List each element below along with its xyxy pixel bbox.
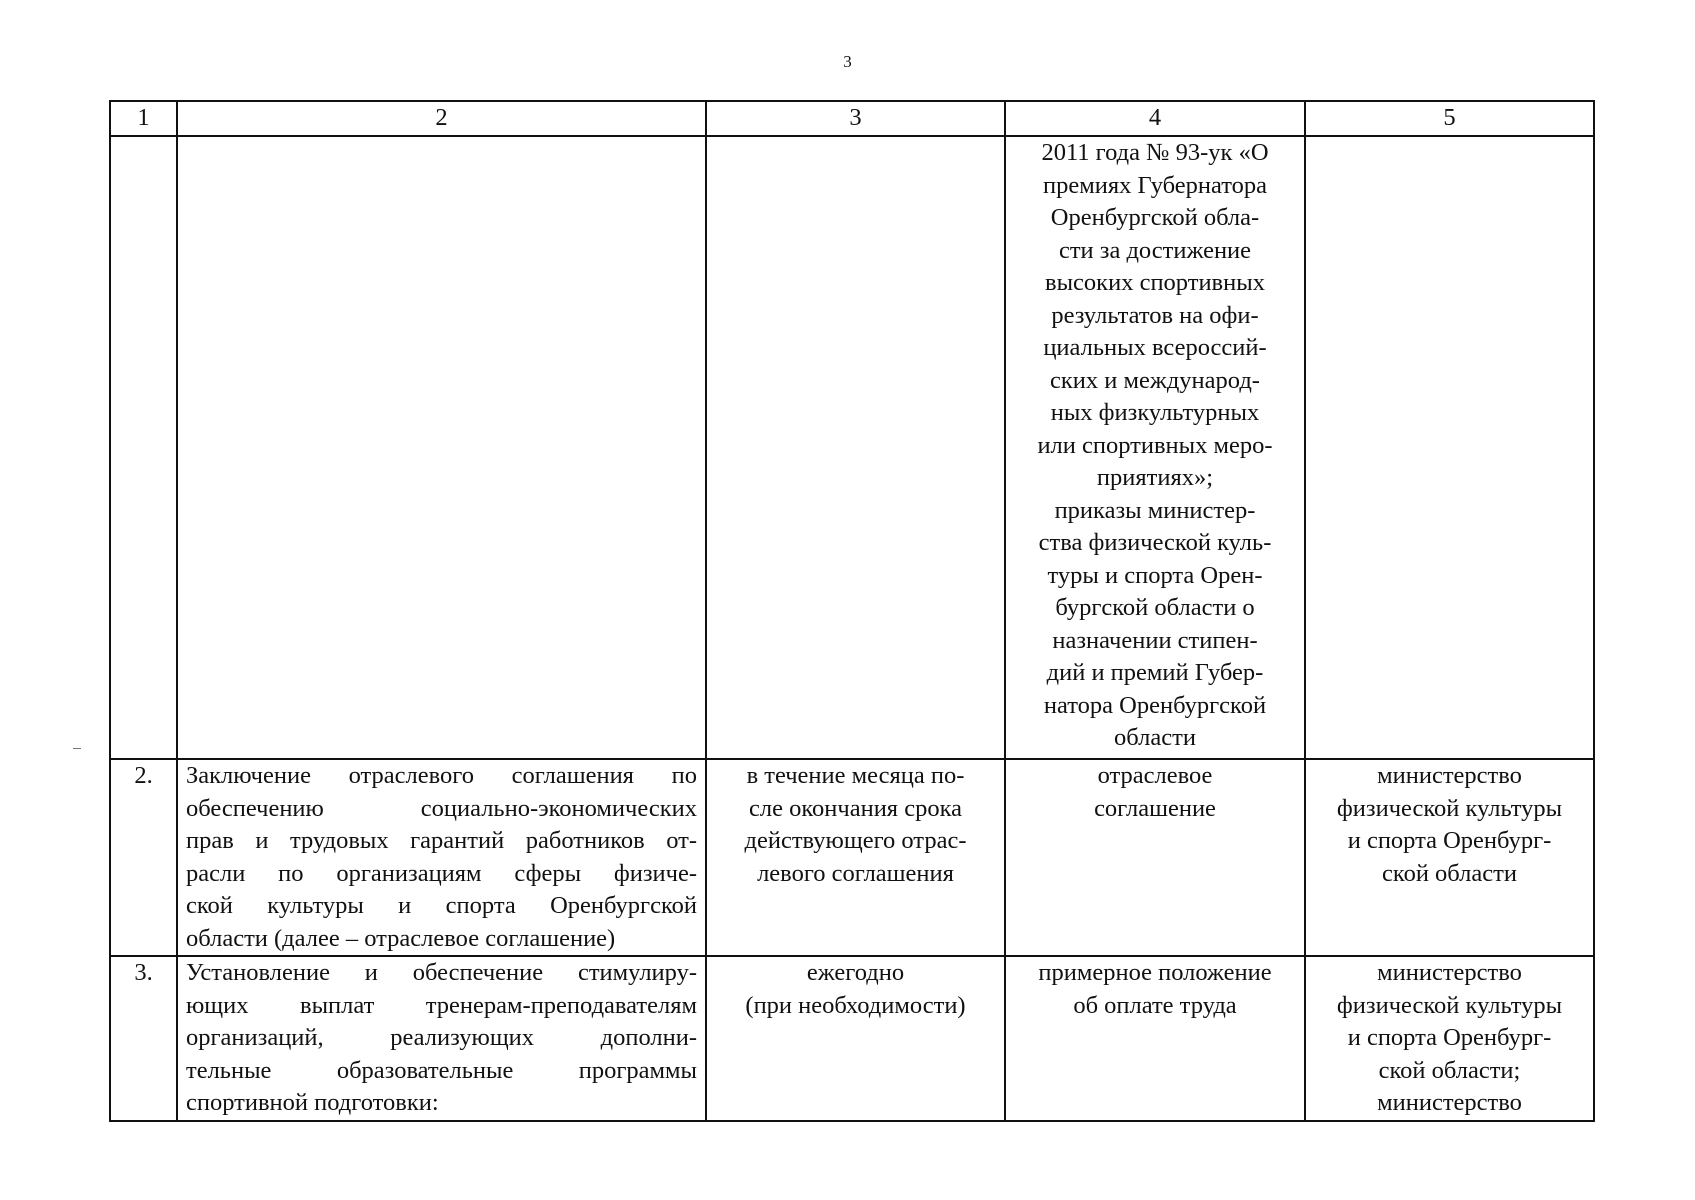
table-header-row — [110, 101, 1594, 136]
row2-col2-cell-line: прав и трудовых гарантий работников от- — [186, 827, 697, 854]
row2-col4-cell — [1005, 759, 1305, 956]
row3-col2-cell-line: организаций, реализующих дополни- — [186, 1024, 697, 1051]
row2-col2-cell-line: расли по организациям сферы физиче- — [186, 859, 697, 887]
row3-col3-cell-line: (при необходимости) — [745, 991, 966, 1019]
continuation-col4-cell-line: области — [1114, 724, 1196, 751]
continuation-col4-cell-line: Оренбургской обла- — [1050, 204, 1260, 231]
document-table — [109, 100, 1595, 1122]
table-row-3 — [110, 956, 1594, 1121]
continuation-col4-cell-line: ных физкультурных — [1050, 399, 1260, 426]
row3-col3-cell-line: ежегодно — [806, 959, 905, 986]
continuation-col4-cell-line: высоких спортивных — [1045, 269, 1265, 296]
row2-col3-cell-line: действующего отрас- — [744, 827, 967, 854]
row2-col4-cell-line: соглашение — [1094, 794, 1216, 822]
row2-col2-cell-line: ской культуры и спорта Оренбургской — [186, 892, 697, 919]
continuation-col4-cell-line: циальных всероссий- — [1043, 334, 1267, 361]
header-cell-2: 2 — [177, 101, 706, 136]
continuation-col4-cell-line: премиях Губернатора — [1042, 171, 1268, 199]
row3-col5-cell-line: ской области; — [1378, 1056, 1521, 1084]
row3-col2-cell-line: тельные образовательные программы — [186, 1056, 697, 1084]
row2-col2-cell-line: области (далее – отраслевое соглашение) — [186, 924, 616, 952]
row3-col2-cell-line: ющих выплат тренерам-преподавателям — [186, 991, 697, 1019]
row2-col5-cell-line: министерство — [1377, 762, 1522, 789]
row2-col5-cell-line: и спорта Оренбург- — [1347, 827, 1552, 854]
row3-col5-cell-line: министерство — [1377, 1089, 1522, 1116]
header-cell-1: 1 — [110, 101, 177, 136]
row3-col4-cell — [1005, 956, 1305, 1121]
continuation-col4-cell-line: приятиях»; — [1096, 464, 1214, 491]
row3-col4-cell-line: об оплате труда — [1073, 991, 1237, 1019]
header-cell-5: 5 — [1305, 101, 1594, 136]
row3-col5-cell-line: физической культуры — [1336, 991, 1563, 1019]
header-cell-4: 4 — [1005, 101, 1305, 136]
row2-col2-cell — [177, 759, 706, 956]
row3-col3-cell — [706, 956, 1005, 1121]
row2-col5-cell-line: физической культуры — [1336, 794, 1563, 822]
row2-number: 2. — [110, 759, 177, 956]
row2-col3-cell — [706, 759, 1005, 956]
row2-col3-cell-line: сле окончания срока — [749, 794, 962, 822]
continuation-col3-cell — [706, 136, 1005, 759]
continuation-col5-cell — [1305, 136, 1594, 759]
row2-col4-cell-line: отраслевое — [1097, 762, 1213, 789]
continuation-col4-cell-line: результатов на офи- — [1051, 301, 1259, 329]
continuation-col2-cell — [177, 136, 706, 759]
page-number: 3 — [843, 52, 852, 71]
continuation-col4-cell-line: или спортивных меро- — [1037, 431, 1273, 459]
row3-col5-cell — [1305, 956, 1594, 1121]
continuation-col4-cell-line: 2011 года № 93-ук «О — [1041, 139, 1269, 166]
row2-col3-cell-line: в течение месяца по- — [746, 762, 965, 789]
continuation-col4-cell-line: ских и международ- — [1050, 366, 1260, 394]
continuation-col4-cell-line: приказы министер- — [1054, 496, 1256, 524]
continuation-col4-cell-line: сти за достижение — [1058, 236, 1252, 264]
row3-col2-cell-line: Установление и обеспечение стимулиру- — [186, 959, 697, 986]
table-row-2 — [110, 759, 1594, 956]
continuation-col4-cell-line: дий и премий Губер- — [1046, 659, 1264, 686]
row2-col5-cell-line: ской области — [1382, 859, 1517, 887]
continuation-col4-cell-line: назначении стипен- — [1052, 626, 1258, 654]
continuation-col4-cell-line: туры и спорта Орен- — [1047, 561, 1263, 589]
row3-col5-cell-line: министерство — [1377, 959, 1522, 986]
continuation-col4-cell — [1005, 136, 1305, 759]
scan-mark — [73, 748, 81, 749]
header-cell-3: 3 — [706, 101, 1005, 136]
row2-col2-cell-line: обеспечению социально-экономических — [186, 794, 697, 822]
row3-col4-cell-line: примерное положение — [1038, 959, 1272, 986]
row3-col2-cell — [177, 956, 706, 1121]
continuation-col4-cell-line: натора Оренбургской — [1043, 691, 1267, 719]
table-row-continuation — [110, 136, 1594, 759]
row2-col3-cell-line: левого соглашения — [757, 859, 954, 887]
continuation-col4-cell-line: ства физической куль- — [1038, 529, 1272, 556]
continuation-num-cell — [110, 136, 177, 759]
row3-number: 3. — [110, 956, 177, 1121]
continuation-col4-cell-line: бургской области о — [1055, 594, 1255, 621]
row3-col5-cell-line: и спорта Оренбург- — [1347, 1024, 1552, 1051]
row3-col2-cell-line: спортивной подготовки: — [186, 1089, 439, 1116]
row2-col5-cell — [1305, 759, 1594, 956]
row2-col2-cell-line: Заключение отраслевого соглашения по — [186, 762, 697, 789]
